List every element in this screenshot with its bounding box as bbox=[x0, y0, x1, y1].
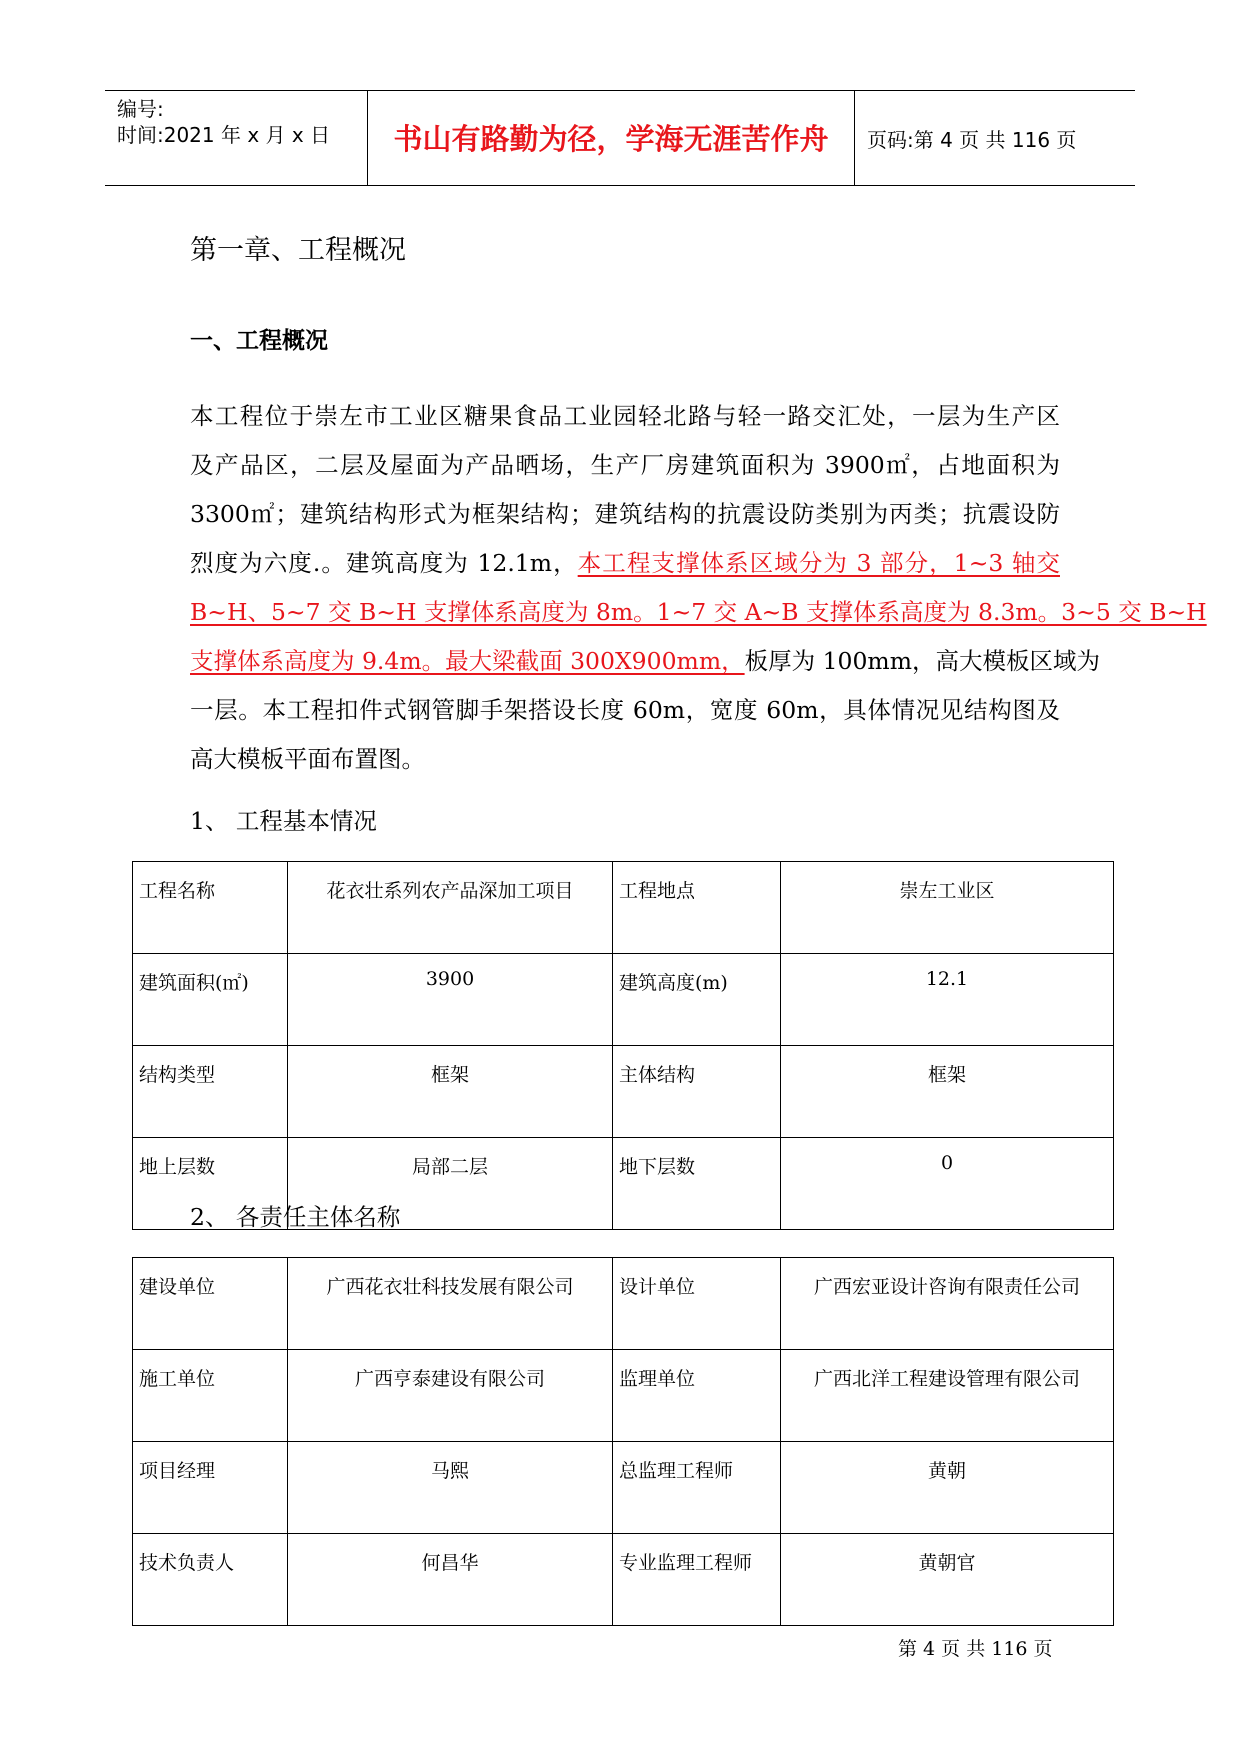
parties-table bbox=[132, 1257, 1114, 1626]
table-label-cell: 监理单位 bbox=[613, 1350, 781, 1442]
table-value-cell: 广西北洋工程建设管理有限公司 bbox=[781, 1350, 1114, 1442]
table-label-cell: 地上层数 bbox=[133, 1138, 288, 1230]
table-value-cell: 广西宏亚设计咨询有限责任公司 bbox=[781, 1258, 1114, 1350]
table-label-cell: 建筑面积(㎡) bbox=[133, 954, 288, 1046]
table-label-cell: 主体结构 bbox=[613, 1046, 781, 1138]
table-label-cell: 工程名称 bbox=[133, 862, 288, 954]
table-label-cell: 工程地点 bbox=[613, 862, 781, 954]
table-value-cell: 花衣壮系列农产品深加工项目 bbox=[288, 862, 613, 954]
table-value-cell: 0 bbox=[781, 1138, 1114, 1230]
basic-info-table bbox=[132, 861, 1114, 1230]
header-page-cell bbox=[855, 91, 1135, 185]
table-label-cell: 设计单位 bbox=[613, 1258, 781, 1350]
paragraph-line bbox=[190, 539, 1060, 588]
header-meta bbox=[105, 91, 368, 185]
table-label-cell: 项目经理 bbox=[133, 1442, 288, 1534]
table-value-cell: 广西亨泰建设有限公司 bbox=[288, 1350, 613, 1442]
header-motto: 书山有路勤为径，学海无涯苦作舟 bbox=[393, 122, 829, 156]
paragraph-line: 3300㎡；建筑结构形式为框架结构；建筑结构的抗震设防类别为丙类；抗震设防 bbox=[190, 500, 1060, 528]
table-label-cell: 建筑高度(m) bbox=[613, 954, 781, 1046]
header-motto-cell bbox=[368, 91, 855, 185]
table-value-cell: 广西花衣壮科技发展有限公司 bbox=[288, 1258, 613, 1350]
paragraph-line: 及产品区，二层及屋面为产品晒场，生产厂房建筑面积为 3900㎡，占地面积为 bbox=[190, 451, 1060, 479]
overview-paragraph bbox=[190, 392, 1207, 784]
table-label-cell: 总监理工程师 bbox=[613, 1442, 781, 1534]
page-header bbox=[105, 90, 1135, 186]
table-label-cell: 施工单位 bbox=[133, 1350, 288, 1442]
table-label-cell: 技术负责人 bbox=[133, 1534, 288, 1626]
highlighted-text: 支撑体系高度为 9.4m。最大梁截面 300X900mm， bbox=[190, 647, 745, 675]
page-footer: 第 4 页 共 116 页 bbox=[898, 1638, 1053, 1660]
table-label-cell: 地下层数 bbox=[613, 1138, 781, 1230]
table-row bbox=[133, 862, 1114, 954]
paragraph-line bbox=[190, 637, 1101, 686]
table-row bbox=[133, 1258, 1114, 1350]
table-row bbox=[133, 1442, 1114, 1534]
paragraph-line bbox=[190, 588, 1207, 637]
table-value-cell: 崇左工业区 bbox=[781, 862, 1114, 954]
paragraph-text: 板厚为 100mm，高大模板区域为 bbox=[744, 647, 1101, 675]
paragraph-line: 一层。本工程扣件式钢管脚手架搭设长度 60m，宽度 60m，具体情况见结构图及 bbox=[190, 696, 1060, 724]
document-number-label: 编号: bbox=[117, 97, 164, 121]
table-value-cell: 12.1 bbox=[781, 954, 1114, 1046]
table-label-cell: 专业监理工程师 bbox=[613, 1534, 781, 1626]
highlighted-text: B~H、5~7 交 B~H 支撑体系高度为 8m。1~7 交 A~B 支撑体系高度为 8.3m。3~5 交 B~H bbox=[190, 598, 1207, 626]
table-value-cell: 黄朝 bbox=[781, 1442, 1114, 1534]
section-title: 一、工程概况 bbox=[190, 328, 328, 354]
paragraph-line: 高大模板平面布置图。 bbox=[190, 745, 425, 773]
highlighted-text: 本工程支撑体系区域分为 3 部分，1~3 轴交 bbox=[577, 549, 1060, 577]
table-value-cell: 框架 bbox=[288, 1046, 613, 1138]
table-row bbox=[133, 954, 1114, 1046]
table-value-cell: 局部二层 bbox=[288, 1138, 613, 1230]
table-value-cell: 马熙 bbox=[288, 1442, 613, 1534]
table-row bbox=[133, 1350, 1114, 1442]
paragraph-line: 本工程位于崇左市工业区糖果食品工业园轻北路与轻一路交汇处，一层为生产区 bbox=[190, 402, 1060, 430]
header-page-label: 页码:第 4 页 共 116 页 bbox=[867, 128, 1077, 152]
table-value-cell: 何昌华 bbox=[288, 1534, 613, 1626]
paragraph-text: 烈度为六度.。建筑高度为 12.1m， bbox=[190, 549, 578, 577]
document-time-label: 时间:2021 年 x 月 x 日 bbox=[117, 123, 331, 147]
table-row bbox=[133, 1046, 1114, 1138]
table-value-cell: 3900 bbox=[288, 954, 613, 1046]
table-label-cell: 结构类型 bbox=[133, 1046, 288, 1138]
table-row bbox=[133, 1534, 1114, 1626]
table-value-cell: 黄朝官 bbox=[781, 1534, 1114, 1626]
basic-info-heading: 1、 工程基本情况 bbox=[190, 807, 377, 835]
parties-heading: 2、 各责任主体名称 bbox=[190, 1203, 401, 1231]
table-value-cell: 框架 bbox=[781, 1046, 1114, 1138]
table-label-cell: 建设单位 bbox=[133, 1258, 288, 1350]
chapter-title: 第一章、工程概况 bbox=[190, 235, 406, 266]
